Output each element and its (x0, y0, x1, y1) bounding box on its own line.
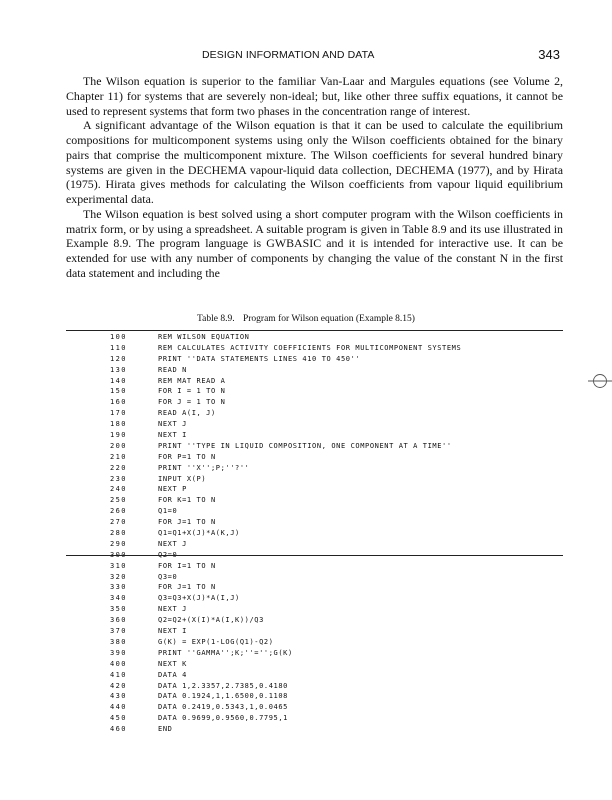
line-number: 400 (110, 659, 127, 668)
code-statement: REM CALCULATES ACTIVITY COEFFICIENTS FOR MULTICOMPONENT SYSTEMS (158, 343, 462, 352)
line-number: 360 (110, 616, 127, 625)
running-header (60, 49, 560, 65)
code-line (110, 484, 550, 495)
code-statement: Q1=0 (158, 507, 178, 516)
line-number: 160 (110, 398, 127, 407)
code-statement: END (158, 725, 173, 734)
code-line (110, 572, 550, 583)
line-number: 250 (110, 496, 127, 505)
code-line (110, 648, 550, 659)
code-statement: Q3=Q3+X(J)*A(I,J) (158, 594, 240, 603)
code-statement: NEXT I (158, 431, 187, 440)
line-number: 300 (110, 550, 127, 559)
line-number: 430 (110, 692, 127, 701)
code-line (110, 528, 550, 539)
line-number: 450 (110, 714, 127, 723)
line-number: 460 (110, 725, 127, 734)
line-number: 320 (110, 572, 127, 581)
code-statement: DATA 0.1924,1,1.6500,0.1108 (158, 692, 288, 701)
code-statement: FOR J=1 TO N (158, 583, 216, 592)
code-line (110, 670, 550, 681)
paragraph: A significant advantage of the Wilson equation is that it can be used to calculate the equilibrium compositions for multicomponent systems using only the Wilson coefficients obtained for the binary pairs that comprise the multicomponent mixture. The Wilson coefficients for several hundred binary systems are given in the DECHEMA vapour-liquid data collection, DECHEMA (1977), and by Hirata (1975). Hirata gives methods for calculating the Wilson coefficients from vapour liquid equilibrium experimental data. (66, 118, 563, 206)
code-line (110, 681, 550, 692)
code-line (110, 474, 550, 485)
code-line (110, 659, 550, 670)
paragraph: The Wilson equation is best solved using a short computer program with the Wilson coefficients in matrix form, or by using a spreadsheet. A suitable program is given in Table 8.9 and its use illustrated in Example 8.9. The program language is GWBASIC and it is intended for interactive use. It can be extended for use with any number of components by changing the value of the constant N in the first data statement and including the (66, 206, 563, 280)
line-number: 260 (110, 507, 127, 516)
code-statement: FOR P=1 TO N (158, 452, 216, 461)
code-line (110, 408, 550, 419)
code-statement: PRINT ''GAMMA'';K;''='';G(K) (158, 648, 293, 657)
code-statement: PRINT ''X'';P;''?'' (158, 463, 250, 472)
line-number: 140 (110, 376, 127, 385)
line-number: 120 (110, 354, 127, 363)
code-statement: DATA 0.2419,0.5343,1,0.0465 (158, 703, 288, 712)
code-statement: READ N (158, 365, 187, 374)
paragraph: The Wilson equation is superior to the familiar Van-Laar and Margules equations (see Volume 2, Chapter 11) for systems that are severely non-ideal; but, like other three suffix equations, it cannot be used to represent systems that form two phases in the concentration range of interest. (66, 74, 563, 118)
code-line (110, 702, 550, 713)
program-listing (110, 332, 550, 735)
registration-mark-icon (588, 369, 612, 393)
code-statement: FOR I = 1 TO N (158, 387, 226, 396)
line-number: 390 (110, 648, 127, 657)
line-number: 290 (110, 539, 127, 548)
code-line (110, 517, 550, 528)
code-line (110, 604, 550, 615)
code-statement: FOR J = 1 TO N (158, 398, 226, 407)
code-line (110, 561, 550, 572)
code-line (110, 626, 550, 637)
code-statement: FOR K=1 TO N (158, 496, 216, 505)
line-number: 270 (110, 518, 127, 527)
line-number: 370 (110, 627, 127, 636)
code-statement: DATA 4 (158, 670, 187, 679)
code-line (110, 332, 550, 343)
code-line (110, 593, 550, 604)
line-number: 110 (110, 343, 127, 352)
code-statement: DATA 1,2.3357,2.7385,0.4180 (158, 681, 288, 690)
line-number: 310 (110, 561, 127, 570)
line-number: 100 (110, 333, 127, 341)
line-number: 230 (110, 474, 127, 483)
code-line (110, 430, 550, 441)
table-caption (0, 314, 612, 324)
code-statement: FOR I=1 TO N (158, 561, 216, 570)
body-text (66, 74, 563, 281)
code-line (110, 365, 550, 376)
table-caption-title: Program for Wilson equation (Example 8.15) (242, 314, 415, 324)
code-line (110, 582, 550, 593)
code-statement: NEXT K (158, 659, 187, 668)
line-number: 350 (110, 605, 127, 614)
code-statement: NEXT J (158, 605, 187, 614)
code-statement: NEXT P (158, 485, 187, 494)
code-statement: Q2=0 (158, 550, 178, 559)
code-line (110, 354, 550, 365)
table-bottom-rule (66, 555, 563, 556)
line-number: 340 (110, 594, 127, 603)
code-statement: PRINT ''DATA STATEMENTS LINES 410 TO 450'' (158, 354, 361, 363)
code-line (110, 495, 550, 506)
code-statement: READ A(I, J) (158, 409, 216, 418)
code-line (110, 691, 550, 702)
code-line (110, 713, 550, 724)
line-number: 280 (110, 529, 127, 538)
code-line (110, 452, 550, 463)
code-statement: Q1=Q1+X(J)*A(K,J) (158, 529, 240, 538)
code-statement: REM WILSON EQUATION (158, 333, 250, 341)
line-number: 130 (110, 365, 127, 374)
line-number: 190 (110, 431, 127, 440)
line-number: 150 (110, 387, 127, 396)
table-caption-label: Table 8.9. (197, 314, 235, 324)
line-number: 440 (110, 703, 127, 712)
code-line (110, 463, 550, 474)
line-number: 200 (110, 441, 127, 450)
code-statement: G(K) = EXP(1-LOG(Q1)-Q2) (158, 637, 274, 646)
line-number: 380 (110, 637, 127, 646)
code-line (110, 637, 550, 648)
code-statement: Q3=0 (158, 572, 178, 581)
line-number: 410 (110, 670, 127, 679)
code-line (110, 441, 550, 452)
code-line (110, 615, 550, 626)
code-line (110, 724, 550, 735)
running-header-title: DESIGN INFORMATION AND DATA (202, 49, 375, 61)
code-line (110, 506, 550, 517)
code-statement: FOR J=1 TO N (158, 518, 216, 527)
code-statement: INPUT X(P) (158, 474, 207, 483)
line-number: 170 (110, 409, 127, 418)
line-number: 420 (110, 681, 127, 690)
code-statement: NEXT J (158, 539, 187, 548)
line-number: 220 (110, 463, 127, 472)
code-statement: NEXT J (158, 420, 187, 429)
line-number: 330 (110, 583, 127, 592)
code-line (110, 386, 550, 397)
code-statement: REM MAT READ A (158, 376, 226, 385)
code-statement: NEXT I (158, 627, 187, 636)
line-number: 210 (110, 452, 127, 461)
line-number: 240 (110, 485, 127, 494)
table-top-rule (66, 330, 563, 331)
code-line (110, 397, 550, 408)
code-line (110, 376, 550, 387)
code-line (110, 419, 550, 430)
code-statement: DATA 0.9699,0.9560,0.7795,1 (158, 714, 288, 723)
code-line (110, 539, 550, 550)
code-statement: PRINT ''TYPE IN LIQUID COMPOSITION, ONE COMPONENT AT A TIME'' (158, 441, 452, 450)
code-line (110, 343, 550, 354)
line-number: 180 (110, 420, 127, 429)
page-number: 343 (538, 47, 560, 62)
code-statement: Q2=Q2+(X(I)*A(I,K))/Q3 (158, 616, 264, 625)
